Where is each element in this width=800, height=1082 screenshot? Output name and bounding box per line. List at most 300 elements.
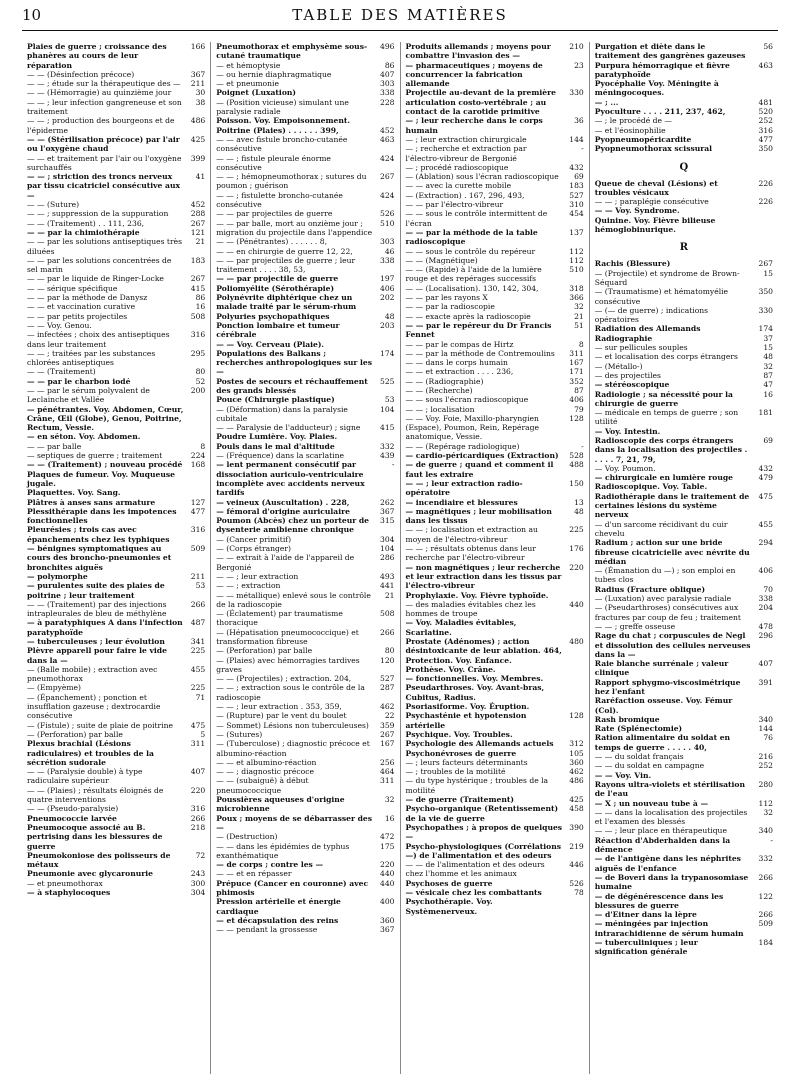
index-entry [27,693,205,721]
entry-page-number: 527 [380,674,395,684]
entry-text: — méningées par injection intrarachidienne de sérum humain [594,919,744,938]
entry-page-number: 454 [569,209,584,219]
page-number: 10 [22,6,42,24]
entry-text: — — (Magnétique) [405,255,478,265]
entry-page-number: 359 [380,720,395,730]
entry-text: Radius (Fracture oblique) [594,584,706,594]
entry-text: — (Extraction) . 167, 296, 493, [405,190,525,200]
entry-page-number: 21 [195,237,206,247]
entry-page-number: 174 [380,348,395,358]
index-entry [216,776,394,795]
entry-page-number: 318 [569,283,584,293]
index-entry [27,79,205,88]
entry-page-number: 304 [380,534,395,544]
entry-text: — cardio-péricardiques (Extraction) [405,451,559,461]
index-entry [216,535,394,544]
entry-text: — — (Plaies) ; résultats éloignés de quatre interventions [27,785,164,805]
entry-text: — polymorphe [27,571,88,581]
entry-page-number: 167 [380,739,395,749]
entry-text: — du type hystérique ; troubles de la motilité [405,776,549,795]
entry-text: — de guerre ; quand et comment il faut les extraire [405,460,554,479]
entry-page-number: 267 [758,259,773,269]
index-entry [406,163,584,172]
index-entry [216,628,394,647]
entry-text: — vésicale chez les combattants [405,888,542,898]
entry-page-number: 266 [190,813,206,823]
entry-page-number: 432 [569,162,584,172]
entry-text: — — ; localisation et extraction au moyen de l'électro-vibreur [405,525,538,544]
index-entry [406,749,584,758]
entry-text: Psychoses de guerre [405,878,493,888]
index-entry [406,683,584,702]
index-entry [216,247,394,256]
entry-text: — — par les solutions antiseptiques très diluées [27,237,182,256]
index-entry [216,88,394,97]
index-entry [595,715,773,724]
entry-page-number: 128 [569,413,584,423]
section-letter: Q [679,161,689,173]
entry-text: — — ; suppression de la suppuration [27,209,169,219]
entry-page-number: 407 [380,69,395,79]
entry-text: — fémoral d'origine auriculaire [216,506,350,516]
entry-page-number: 13 [574,497,584,507]
index-entry [406,265,584,284]
entry-page-number: 210 [569,42,584,51]
index-entry [406,563,584,591]
entry-page-number: 78 [574,888,584,898]
entry-page-number: 446 [569,860,584,870]
entry-text: — — pendant la grossesse [216,925,318,935]
index-entry [406,804,584,823]
entry-text: — (Rupture) par le vent du boulet [216,711,347,721]
entry-page-number: 86 [195,293,206,303]
entry-text: — veineux (Auscultation) . 228, [216,497,350,507]
index-entry [216,507,394,516]
index-entry [595,631,773,659]
index-entry [216,814,394,833]
entry-text: — de corps ; contre les — [216,860,324,870]
entry-page-number: 225 [190,646,206,656]
index-entry [27,88,205,97]
index-entry [595,464,773,473]
entry-page-number: 220 [569,562,584,572]
index-entry [216,42,394,61]
entry-text: — pénétrantes. Voy. Abdomen, Cœur, Crâne, Œil (Globe), Genou, Poitrine, Rectum, Vessie. [27,404,184,433]
index-entry [406,795,584,804]
entry-page-number: 367 [380,925,395,935]
entry-text: — tuberculiniques ; leur signification générale [594,938,698,957]
index-entry [595,427,773,436]
entry-text: — — par projectiles de guerre ; leur traitement . . . . 38, 53, [216,255,356,275]
index-entry [216,423,394,432]
index-entry [216,256,394,275]
entry-text: — X ; un nouveau tube à — [594,798,709,808]
entry-text: — — par la méthode de Contremoulins [405,348,555,358]
index-entry [27,767,205,786]
index-entry [406,200,584,209]
index-entry [595,436,773,464]
index-entry [216,209,394,218]
entry-text: — incendiaire et blessures [405,497,518,507]
entry-text: — de Boveri dans la trypanosomiase humaine [594,872,749,892]
entry-page-number: 477 [758,134,773,144]
entry-page-number: 360 [569,757,584,767]
entry-page-number: 316 [758,125,773,135]
index-entry [27,116,205,135]
entry-text: Psycho-organique (Retentissement) de la vie de guerre [405,804,559,823]
entry-page-number: 16 [384,813,395,823]
entry-page-number: 32 [763,807,773,817]
entry-text: — de l'antigène dans les néphrites aiguës de l'enfance [594,854,741,873]
index-entry [27,274,205,283]
index-entry [216,842,394,861]
index-entry [216,312,394,321]
entry-text: Pneumonie avec glycaronurie [27,869,153,879]
entry-text: — (Position vicieuse) simulant une paralysie radiale [216,97,349,117]
entry-text: Poumon (Abcès) chez un porteur de dysenterie amibienne chronique [216,516,370,535]
index-entry [595,678,773,697]
index-entry [406,637,584,656]
index-entry [406,302,584,311]
entry-page-number: 462 [569,767,584,777]
entry-page-number: 52 [195,376,206,386]
entry-page-number: 176 [569,544,584,554]
entry-page-number: - [391,460,395,470]
entry-page-number: 184 [758,938,773,948]
entry-text: Raréfaction osseuse. Voy. Fémur (Col). [594,696,733,715]
index-entry [216,237,394,246]
index-entry [27,637,205,646]
index-entry [595,116,773,125]
entry-text: — (Projectile) et syndrome de Brown-Séquard [594,268,740,287]
entry-page-number: 406 [569,395,584,405]
entry-page-number: 475 [758,491,773,501]
header-rule [22,30,778,31]
index-entry [595,390,773,409]
index-entry [216,832,394,841]
entry-text: Poliomyélite (Sérothérapie) [216,283,335,293]
entry-page-number: 47 [763,380,773,390]
entry-text: — des maladies évitables chez les hommes de troupe [405,599,536,619]
index-entry [406,172,584,181]
index-entry [595,603,773,622]
index-entry [595,780,773,799]
index-entry [216,154,394,173]
entry-page-number: 32 [384,795,395,805]
entry-page-number: 226 [758,197,773,207]
entry-text: — — par le compas de Hirtz [405,339,514,349]
index-entry [216,721,394,730]
entry-page-number: 486 [569,776,584,786]
index-entry [595,892,773,911]
entry-page-number: 481 [758,97,773,107]
entry-text: Rage du chat ; corpuscules de Negl et dissolution des cellules nerveuses dans la — [594,631,751,659]
entry-text: — — sérique spécifique [27,283,118,293]
entry-text: Purgation et diète dans le traitement des gangrènes gazeuses [594,42,746,61]
entry-page-number: 390 [569,822,584,832]
index-entry [406,209,584,228]
entry-text: Psychopathes ; à propos de quelques — [405,822,563,842]
entry-text: — ; troubles de la motilité [405,767,506,777]
index-entry [27,525,205,544]
entry-page-number: 399 [190,153,206,163]
entry-text: — — dans les épidémies de typhus exanthématique [216,841,350,860]
entry-text: — — (Traitement) par des injections intrapleurales de bleu de méthylène [27,599,167,619]
entry-page-number: 407 [758,659,773,669]
index-entry [216,135,394,154]
index-entry [216,758,394,767]
index-entry [595,98,773,107]
index-entry [595,144,773,153]
entry-text: Pneumocoque associé au B. pertrising dans les blessures de guerre [27,822,163,851]
entry-page-number: 462 [380,702,395,712]
index-entry [216,284,394,293]
index-entry [27,786,205,805]
index-entry [406,600,584,619]
entry-page-number: - [770,835,773,845]
entry-page-number: 175 [380,841,395,851]
entry-page-number: 525 [380,376,395,386]
index-entry [406,507,584,526]
entry-text: — non magnétiques ; leur recherche et leur extraction dans les tissus par l'électro-vibreur [405,562,562,591]
index-entry [406,191,584,200]
entry-page-number: 252 [758,116,773,126]
entry-page-number: 220 [380,860,395,870]
entry-text: Rayons ultra-violets et stérilisation de l'eau [594,779,745,799]
entry-page-number: 400 [380,897,395,907]
entry-text: — ; leurs facteurs déterminants [405,757,528,767]
index-entry [27,451,205,460]
entry-page-number: 86 [384,60,395,70]
index-entry [27,730,205,739]
entry-page-number: 477 [190,506,206,516]
index-entry [27,228,205,237]
entry-text: — médicale en temps de guerre ; son utilité [594,408,739,427]
entry-text: — à paratyphiques A dans l'infection paratyphoïde [27,618,183,637]
index-entry [595,752,773,761]
entry-text: Produits allemands ; moyens pour combattre l'invasion des — [405,42,551,61]
entry-page-number: 424 [380,190,395,200]
entry-page-number: 452 [190,200,206,210]
entry-page-number: 311 [569,348,584,358]
index-entry [406,739,584,748]
index-entry [27,721,205,730]
entry-text: — — par le repéreur du Dr Francis Fennet [405,320,552,340]
entry-text: Pression artérielle et énergie cardiaque [216,897,341,916]
entry-text: — à staphylocoques [27,888,111,898]
entry-page-number: 56 [763,42,773,51]
entry-text: Radiothérapie dans le traitement de certaines lésions du système nerveux [594,491,750,520]
entry-text: — — par balle, mort au onzième jour ; migration du projectile dans l'appendice [216,218,373,237]
entry-page-number: 112 [569,255,584,265]
entry-page-number: 294 [758,538,773,548]
entry-text: — — exacte après la radioscopie [405,311,531,321]
entry-page-number: 424 [380,153,395,163]
index-entry [595,910,773,919]
index-entry [216,869,394,878]
entry-text: — et hémoptysie [216,60,281,70]
entry-text: Protection. Voy. Enfance. [405,655,512,665]
entry-text: Radium ; action sur une bride fibreuse cicatricielle avec névrite du médian [594,538,750,566]
entry-page-number: 200 [190,385,206,395]
entry-text: — — ; production des bourgeons et de l'épiderme [27,116,175,135]
entry-text: Poux ; moyens de se débarrasser des — [216,813,373,832]
index-entry [216,591,394,610]
entry-page-number: 202 [380,293,395,303]
index-entry [216,767,394,776]
entry-text: — — (Repérage radiologique) [405,441,520,451]
entry-text: — septiques de guerre ; traitement [27,451,163,461]
entry-text: — — ; leur infection gangreneuse et son traitement [27,97,182,117]
entry-text: Rate (Splénectomie) [594,724,683,734]
entry-page-number: 509 [190,544,206,554]
entry-page-number: 51 [574,320,584,330]
index-entry [27,879,205,888]
entry-text: — et localisation des corps étrangers [594,352,738,362]
entry-page-number: 174 [758,324,773,334]
entry-page-number: 8 [578,339,584,349]
entry-text: Pneumothorax et emphysème sous-cutané traumatique [216,42,368,61]
entry-page-number: 303 [380,237,395,247]
index-entry [595,179,773,198]
entry-text: Radiographie [594,333,653,343]
entry-text: — — (Projectiles) ; extraction. 204, [216,674,352,684]
index-entry [27,70,205,79]
index-entry [595,287,773,306]
index-entry [27,600,205,619]
entry-text: — (Pseudarthroses) consécutives aux fractures par coup de feu ; traitement [594,603,741,622]
entry-text: — — Voy. Vin. [594,770,652,780]
entry-page-number: 439 [380,451,395,461]
entry-page-number: 330 [758,305,773,315]
index-entry [27,507,205,526]
entry-page-number: 340 [758,826,773,836]
index-entry [27,888,205,897]
index-entry [27,646,205,665]
index-entry [216,860,394,869]
entry-page-number: 225 [190,683,206,693]
index-entry [27,432,205,441]
entry-page-number: 315 [380,516,395,526]
entry-page-number: 407 [190,767,206,777]
entry-text: Poisson. Voy. Empoisonnement. [216,116,351,126]
entry-page-number: 120 [380,655,395,665]
index-entry [27,377,205,386]
page-title: TABLE DES MATIÈRES [292,6,508,24]
entry-text: Postes de secours et réchauffement des grands blessés [216,376,368,395]
entry-page-number: 112 [758,798,773,808]
entry-text: — — Voy. Cerveau (Plaie). [216,339,325,349]
index-entry [595,520,773,539]
entry-page-number: 197 [380,274,395,284]
index-entry [595,854,773,873]
index-entry [406,367,584,376]
index-entry [216,897,394,916]
entry-page-number: 211 [190,571,206,581]
entry-page-number: 166 [190,42,206,51]
index-entry [27,739,205,767]
index-entry [406,321,584,340]
entry-page-number: 440 [569,599,584,609]
index-entry [595,919,773,938]
entry-text: — — dans le corps humain [405,358,508,368]
entry-page-number: 181 [758,408,773,418]
index-entry [216,516,394,535]
entry-text: — — sous l'écran radioscopique [405,395,529,405]
index-column [211,42,400,1074]
entry-text: — d'un sarcome récidivant du cuir chevelu [594,519,728,538]
entry-text: — d'Eitner dans la lèpre [594,910,697,920]
entry-text: — — de l'alimentation et des odeurs chez l'homme et les animaux [405,860,545,879]
entry-page-number: 366 [569,293,584,303]
entry-page-number: 267 [190,274,206,284]
index-entry [216,172,394,191]
entry-text: — — par la chimiothérapie [27,227,140,237]
entry-page-number: 80 [384,646,395,656]
index-entry [216,702,394,711]
entry-text: — en séton. Voy. Abdomen. [27,432,141,442]
entry-page-number: 330 [569,88,584,98]
entry-page-number: 121 [190,227,206,237]
entry-text: — — et vaccination curative [27,302,136,312]
entry-text: — ; leur recherche dans le corps humain [405,116,543,135]
entry-text: — — Voy. Syndrome. [594,206,680,216]
entry-page-number: 510 [569,265,584,275]
index-entry [406,61,584,89]
index-entry [406,451,584,460]
entry-text: — — dans la localisation des projectiles et l'examen des blessés [594,807,748,827]
entry-page-number: 171 [569,367,584,377]
entry-page-number: 15 [763,343,773,353]
entry-page-number: 252 [758,761,773,771]
entry-page-number: 168 [190,460,206,470]
entry-text: — — et albumino-réaction [216,757,317,767]
index-entry [406,42,584,61]
entry-text: Pneumococcie larvée [27,813,117,823]
entry-text: — — ; résultats obtenus dans leur recherche par l'électro-vibreur [405,544,536,563]
entry-text: — ; recherche et extraction par l'électro-vibreur de Bergonié [405,144,527,163]
entry-text: — (Cancer primitif) [216,534,292,544]
index-entry [595,873,773,892]
entry-text: — — ; hémopneumothorax ; sutures du poumon ; guérison [216,172,367,191]
entry-text: — Voy. Poumon. [594,463,656,473]
entry-page-number: 391 [758,677,773,687]
index-entry [27,405,205,433]
entry-text: — — par balle [27,441,82,451]
entry-text: — Voy. Maladies évitables, Scarlatine. [405,618,517,637]
entry-page-number: 22 [384,711,395,721]
entry-page-number: 478 [758,621,773,631]
index-entry [595,334,773,343]
entry-page-number: 311 [190,739,206,749]
entry-page-number: 266 [758,872,773,882]
entry-page-number: 262 [380,497,395,507]
entry-text: — lent permanent consécutif par dissociation auriculo-ventriculaire incomplète avec accidents nerveux tardifs [216,460,365,498]
entry-page-number: 287 [380,683,395,693]
entry-page-number: 488 [569,460,584,470]
entry-text: — et décapsulation des reins [216,915,339,925]
entry-text: Psycho-physiologiques (Corrélations —) de l'alimentation et des odeurs [405,841,562,860]
index-entry [27,284,205,293]
index-entry [595,61,773,80]
index-entry [216,395,394,404]
entry-text: — ; leur extraction chirurgicale [405,134,527,144]
entry-page-number: 79 [574,404,584,414]
entry-text: — — et extraction . . . . 236, [405,367,514,377]
entry-text: — — (Désinfection précoce) [27,69,135,79]
entry-text: Pyocéphalie Voy. Méningite à méningocoques. [594,79,719,98]
index-entry [406,702,584,711]
